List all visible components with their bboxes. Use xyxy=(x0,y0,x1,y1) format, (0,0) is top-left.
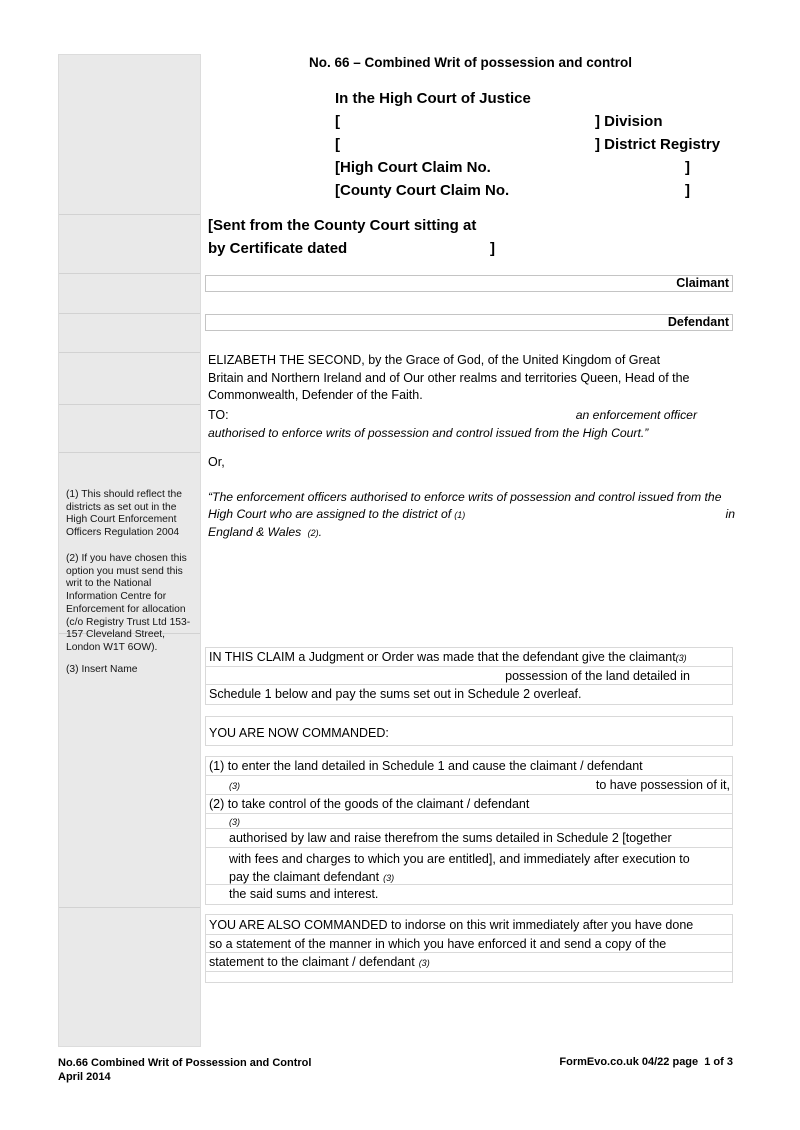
alt-officer-line-3 xyxy=(208,524,735,542)
footnote-ref-2: (2) xyxy=(307,528,319,538)
alt-officer-line-1: “The enforcement officers authorised to enforce writs of possession and control issued from the xyxy=(208,490,722,504)
form-title: No. 66 – Combined Writ of possession and control xyxy=(308,55,633,70)
sent-from-text: [Sent from the County Court sitting at xyxy=(208,217,477,234)
footer-left xyxy=(58,1056,311,1084)
to-label: TO: xyxy=(208,408,229,422)
commands-box xyxy=(205,756,733,905)
footer-form-name: No.66 Combined Writ of Possession and Control xyxy=(58,1057,312,1069)
district-registry-label: ] District Registry xyxy=(595,136,721,153)
registry-open-bracket: [ xyxy=(335,136,340,153)
division-label: ] Division xyxy=(595,113,663,130)
margin-divider xyxy=(59,907,200,908)
margin-note-3: (3) Insert Name xyxy=(66,664,138,675)
commanded-heading-box xyxy=(205,716,733,746)
also-commanded-line-1: YOU ARE ALSO COMMANDED to indorse on this writ immediately after you have done xyxy=(206,915,732,935)
division-field[interactable] xyxy=(349,114,589,131)
sent-from-row-2 xyxy=(208,240,733,262)
footer-form-date: April 2014 xyxy=(58,1071,111,1083)
royal-preamble xyxy=(208,352,735,405)
also-commanded-box xyxy=(205,914,733,983)
footnote-ref-3: (3) xyxy=(229,817,240,827)
claim-line-2 xyxy=(206,667,732,685)
alt-officer-line-2-end: in xyxy=(725,507,735,521)
royal-line-3: Commonwealth, Defender of the Faith. xyxy=(208,388,423,402)
margin-divider xyxy=(59,452,200,453)
claimant-label: Claimant xyxy=(676,276,729,290)
claim-line-1 xyxy=(206,648,732,667)
command-1-name-row xyxy=(206,776,732,795)
royal-line-2: Britain and Northern Ireland and of Our other realms and territories Queen, Head of the xyxy=(208,370,690,385)
margin-note-2: (2) If you have chosen this option you must send this writ to the National Information Centre for Enforcement for allocation (c/o Registry Trust Ltd 153-157 Cleveland Street, London W1T 6OW). xyxy=(66,553,191,653)
command-1-right-text: to have possession of it, xyxy=(595,778,730,792)
alt-officer-paragraph xyxy=(208,489,735,542)
footnote-ref-3: (3) xyxy=(418,958,430,968)
claim-line-2-text: possession of the land detailed in xyxy=(505,669,690,683)
court-name: In the High Court of Justice xyxy=(335,90,531,107)
command-continuation-3: the said sums and interest. xyxy=(229,887,379,901)
officer-descriptor-line-2: authorised to enforce writs of possession and control issued from the High Court.” xyxy=(208,426,649,440)
district-registry-field[interactable] xyxy=(349,137,589,154)
alt-officer-line-3-end: . xyxy=(318,525,323,539)
commanded-heading: YOU ARE NOW COMMANDED: xyxy=(209,726,389,740)
statement-blank-field[interactable] xyxy=(206,972,732,982)
margin-shading-column xyxy=(58,54,201,1047)
high-court-claim-row xyxy=(335,159,733,181)
division-open-bracket: [ xyxy=(335,113,340,130)
command-1: (1) to enter the land detailed in Schedule 1 and cause the claimant / defendant xyxy=(206,757,732,776)
margin-divider xyxy=(59,273,200,274)
sitting-at-field[interactable] xyxy=(500,218,730,235)
alt-officer-line-2-start: High Court who are assigned to the district of xyxy=(208,507,452,521)
claim-line-3 xyxy=(206,685,732,704)
command-2: (2) to take control of the goods of the claimant / defendant xyxy=(206,795,732,814)
division-row xyxy=(335,113,733,135)
claim-line-1-text: IN THIS CLAIM a Judgment or Order was made that the defendant give the claimant xyxy=(209,650,676,664)
county-court-claim-row xyxy=(335,182,733,204)
footnote-ref-3: (3) xyxy=(383,873,395,883)
margin-note-1: (1) This should reflect the districts as set out in the High Court Enforcement Officers Regulation 2004 xyxy=(66,489,182,539)
certificate-date-field[interactable] xyxy=(353,241,483,258)
to-row xyxy=(208,407,697,425)
high-court-claim-close-bracket: ] xyxy=(685,159,690,176)
certificate-dated-text: by Certificate dated xyxy=(208,240,348,257)
claimant-field[interactable] xyxy=(205,275,733,292)
footnote-ref-3: (3) xyxy=(229,781,240,791)
claim-line-3-text: Schedule 1 below and pay the sums set out in Schedule 2 overleaf. xyxy=(209,687,582,701)
county-court-claim-field[interactable] xyxy=(510,183,680,200)
high-court-claim-label: [High Court Claim No. xyxy=(335,159,491,176)
margin-divider xyxy=(59,404,200,405)
footer-page-info: FormEvo.co.uk 04/22 page 1 of 3 xyxy=(559,1056,733,1068)
high-court-claim-field[interactable] xyxy=(495,160,680,177)
district-registry-row xyxy=(335,136,733,158)
sent-from-row-1 xyxy=(208,217,733,239)
command-continuation-2 xyxy=(206,848,732,885)
defendant-field[interactable] xyxy=(205,314,733,331)
county-court-claim-label: [County Court Claim No. xyxy=(335,182,510,199)
command-continuation-1: authorised by law and raise therefrom the sums detailed in Schedule 2 [together xyxy=(206,829,732,848)
defendant-label: Defendant xyxy=(667,315,729,329)
alt-officer-line-3-start: England & Wales xyxy=(208,525,302,539)
county-court-claim-close-bracket: ] xyxy=(685,182,690,199)
also-commanded-line-3 xyxy=(206,953,732,972)
margin-divider xyxy=(59,352,200,353)
also-commanded-line-3-text: statement to the claimant / defendant xyxy=(209,955,415,969)
margin-divider xyxy=(59,313,200,314)
sent-from-close-bracket: ] xyxy=(490,240,495,257)
or-text: Or, xyxy=(208,455,225,469)
command-continuation-2-line-1: with fees and charges to which you are entitled], and immediately after execution to xyxy=(229,852,690,866)
command-2-name-row xyxy=(206,814,732,829)
alt-officer-line-2 xyxy=(208,506,735,524)
footnote-ref-3: (3) xyxy=(675,653,687,663)
royal-line-1: ELIZABETH THE SECOND, by the Grace of God, of the United Kingdom of Great xyxy=(208,353,661,367)
pay-claimant-text: pay the claimant defendant xyxy=(229,870,380,884)
margin-divider xyxy=(59,214,200,215)
footnote-ref-1: (1) xyxy=(454,510,466,520)
officer-descriptor: an enforcement officer xyxy=(575,408,697,422)
claim-box xyxy=(205,647,733,705)
also-commanded-line-2: so a statement of the manner in which you have enforced it and send a copy of the xyxy=(206,935,732,953)
